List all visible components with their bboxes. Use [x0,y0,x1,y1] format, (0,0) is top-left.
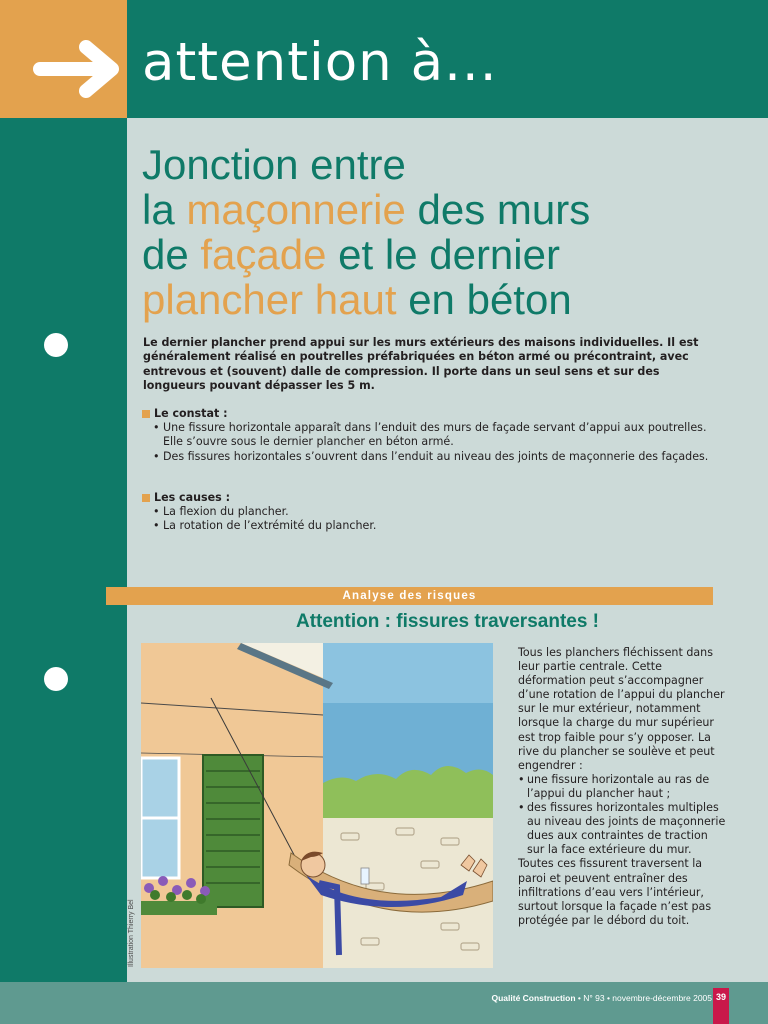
list-item: • une fissure horizontale au ras de l’appui du plancher haut ; [518,773,728,801]
body-paragraph-2: Toutes ces fissurent traversent la paroi et peuvent entraîner des infiltrations d’eau vers l’intérieur, surtout lorsque la façade n’est pas protégée par le débord du toit. [518,857,712,927]
page-footer [0,982,768,1024]
list-item: • des fissures horizontales multiples au niveau des joints de maçonnerie dues aux contraintes de traction sur la face extérieure du mur. [518,801,728,857]
footer-issue: • N° 93 • novembre-décembre 2005 [575,993,712,1003]
list-item: • Des fissures horizontales s’ouvrent dans l’enduit au niveau des joints de maçonnerie des façades. [142,450,722,464]
title-text: en béton [396,276,572,323]
section-band: Analyse des risques [106,587,713,605]
causes-section [142,491,722,534]
body-text [518,646,728,928]
title-text: de [142,231,201,278]
illustration-credit: Illustration Thierry Bel [128,899,135,967]
constat-heading [142,407,722,421]
title-text: la [142,186,187,233]
body-paragraph-1: Tous les planchers fléchissent dans leur partie centrale. Cette déformation peut s’accompagner d’une rotation de l’appui du plancher sur le mur extérieur, notamment lorsque la charge du mur supérieur est trop faible pour s’y opposer. La rive du plancher se soulève et peut engendrer : [518,646,725,772]
causes-heading-label: Les causes : [154,491,231,504]
list-item: • La rotation de l’extrémité du plancher. [142,519,722,533]
section-subtitle: Attention : fissures traversantes ! [295,611,600,632]
header-title: attention à... [142,32,498,93]
binder-hole [44,667,68,691]
footer-journal: Qualité Construction [491,993,576,1003]
left-margin-band [0,0,127,982]
header-arrow-box [0,0,127,118]
footer-citation [491,993,712,1003]
constat-section [142,407,722,464]
title-text: et le dernier [326,231,560,278]
list-item: • La flexion du plancher. [142,505,722,519]
body-list [518,773,728,858]
intro-paragraph: Le dernier plancher prend appui sur les murs extérieurs des maisons individuelles. Il est généralement réalisé en poutrelles préfabriquées en béton armé ou précontraint, avec entrevous et (souvent) dalle de compression. Il porte dans un seul sens et sur des longueurs pouvant dépasser les 5 m. [143,336,699,393]
list-item: • Une fissure horizontale apparaît dans l’enduit des murs de façade servant d’appui aux poutrelles. Elle s’ouvre sous le dernier plancher en béton armé. [142,421,722,449]
title-text: des murs [405,186,591,233]
article-title [142,142,752,322]
title-highlight: maçonnerie [186,186,406,233]
header-bar [127,0,768,118]
constat-list [142,421,722,464]
constat-heading-label: Le constat : [154,407,228,420]
orange-square-bullet-icon [142,410,150,418]
causes-list [142,505,722,533]
right-arrow-icon [32,36,126,102]
title-highlight: plancher haut [142,276,397,323]
page-number: 39 [713,988,729,1024]
illustration-hammock [141,643,493,968]
hammock-illustration-image [141,643,493,968]
orange-square-bullet-icon [142,494,150,502]
causes-heading [142,491,722,505]
title-highlight: façade [200,231,327,278]
title-line-1: Jonction entre [142,141,406,188]
binder-hole [44,333,68,357]
